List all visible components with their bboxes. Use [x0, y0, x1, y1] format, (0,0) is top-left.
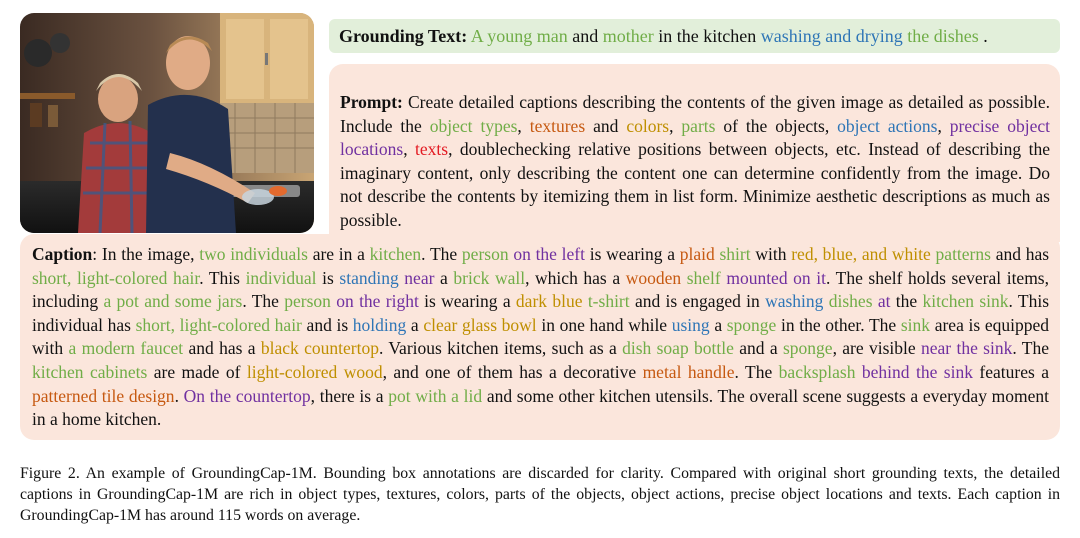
- text-segment: . The: [421, 244, 462, 264]
- text-segment: standing: [339, 267, 399, 288]
- text-segment: patterned tile design: [32, 385, 175, 406]
- text-segment: washing and drying: [760, 26, 903, 46]
- text-segment: , and one of them has a decorative: [382, 361, 643, 382]
- text-segment: brick wall: [453, 267, 526, 288]
- text-segment: person: [284, 291, 331, 312]
- text-segment: shirt: [719, 244, 751, 264]
- text-segment: near: [404, 267, 435, 288]
- caption-box: [20, 234, 1060, 440]
- text-segment: texts: [415, 139, 449, 160]
- text-segment: behind the sink: [861, 361, 973, 382]
- prompt-label: Prompt:: [340, 92, 403, 112]
- text-segment: . The: [1012, 338, 1049, 359]
- text-segment: . This individual has: [32, 291, 1050, 335]
- text-segment: ,: [517, 115, 530, 136]
- text-segment: precise object locations: [340, 115, 1051, 160]
- text-segment: red, blue, and white: [791, 244, 931, 264]
- text-segment: On the countertop: [183, 385, 311, 406]
- text-segment: kitchen sink: [922, 291, 1009, 312]
- text-segment: and is: [301, 314, 353, 335]
- text-segment: ,: [403, 139, 416, 160]
- text-segment: and has a: [183, 338, 261, 359]
- prompt-box: [329, 64, 1060, 242]
- text-segment: and a: [733, 338, 783, 359]
- text-segment: object types: [429, 115, 518, 136]
- text-segment: and some other kitchen utensils. The overall scene suggests a everyday moment in a home kitchen.: [32, 385, 1050, 430]
- kitchen-photo: [20, 13, 314, 233]
- text-segment: . This: [199, 267, 246, 288]
- text-segment: a pot and some jars: [103, 291, 243, 312]
- text-segment: dishes: [828, 291, 873, 312]
- text-segment: metal handle: [642, 361, 735, 382]
- text-segment: . The: [734, 361, 779, 382]
- text-segment: pot with a lid: [388, 385, 483, 406]
- text-segment: black countertop: [260, 338, 379, 359]
- text-segment: backsplash: [778, 361, 856, 382]
- text-segment: a: [406, 314, 424, 335]
- text-segment: a: [709, 314, 727, 335]
- text-segment: the dishes: [907, 26, 979, 46]
- text-segment: dark blue: [515, 291, 583, 312]
- text-segment: : In the image,: [92, 244, 200, 264]
- text-segment: are in a: [307, 244, 370, 264]
- text-segment: is wearing a: [585, 244, 680, 264]
- text-segment: .: [174, 385, 184, 406]
- text-segment: and is engaged in: [629, 291, 766, 312]
- text-segment: washing: [765, 291, 824, 312]
- text-segment: holding: [352, 314, 407, 335]
- text-segment: patterns: [935, 244, 991, 264]
- text-segment: dish soap bottle: [622, 338, 734, 359]
- text-segment: Create detailed captions describing the contents of the given image as detailed as possible. Include the: [340, 92, 1050, 136]
- text-segment: mounted on it: [726, 267, 826, 288]
- text-segment: light-colored wood: [246, 361, 383, 382]
- grounding-text-box: [329, 19, 1060, 53]
- text-segment: individual: [245, 267, 317, 288]
- text-segment: person: [461, 244, 509, 264]
- kitchen-photo-illustration: [20, 13, 314, 233]
- text-segment: on the left: [513, 244, 585, 264]
- text-segment: , are visible: [832, 338, 921, 359]
- text-segment: in the kitchen: [653, 26, 761, 46]
- text-segment: at: [877, 291, 891, 312]
- text-segment: is wearing a: [418, 291, 516, 312]
- text-segment: kitchen: [369, 244, 422, 264]
- caption-text: [32, 244, 1049, 429]
- text-segment: are made of: [147, 361, 247, 382]
- text-segment: of the objects,: [715, 115, 838, 136]
- text-segment: colors: [626, 115, 670, 136]
- text-segment: , doublechecking relative positions between objects, etc. Instead of describing the imaginary content, only describing the content one can determine confidently from the image. Do not describe the contents by itemizing them in list form. Minimize aesthetic descriptions as much as possible.: [340, 139, 1051, 230]
- text-segment: A young man: [470, 26, 568, 46]
- text-segment: shelf: [686, 267, 721, 288]
- text-segment: , there is a: [310, 385, 389, 406]
- text-segment: two individuals: [199, 244, 308, 264]
- text-segment: features a: [972, 361, 1049, 382]
- text-segment: . The shelf holds several items, including: [32, 267, 1049, 312]
- text-segment: short, light-colored hair: [32, 267, 200, 288]
- text-segment: sponge: [782, 338, 833, 359]
- text-segment: t-shirt: [587, 291, 630, 312]
- text-segment: a: [434, 267, 454, 288]
- grounding-label: Grounding Text:: [339, 26, 468, 46]
- text-segment: ,: [669, 115, 682, 136]
- figure-caption: Figure 2. An example of GroundingCap-1M. Bounding box annotations are discarded for clarity. Compared with original short grounding texts, the detailed captions in GroundingCap-1M are rich in object types, textures, colors, parts of the objects, object actions, precise object locations and texts. Each caption in GroundingCap-1M has around 115 words on average.: [20, 465, 1060, 524]
- text-segment: parts: [681, 115, 716, 136]
- text-segment: plaid: [679, 244, 715, 264]
- text-segment: is: [316, 267, 340, 288]
- prompt-text: [340, 92, 1050, 230]
- grounding-text: [467, 26, 987, 46]
- text-segment: near the sink: [921, 338, 1013, 359]
- text-segment: . The: [242, 291, 285, 312]
- text-segment: sink: [900, 314, 931, 335]
- text-segment: object actions: [837, 115, 938, 136]
- text-segment: with: [750, 244, 792, 264]
- text-segment: area is equipped with: [32, 314, 1049, 359]
- text-segment: and has: [990, 244, 1050, 264]
- text-segment: and: [567, 26, 603, 46]
- text-segment: a modern faucet: [68, 338, 184, 359]
- text-segment: . Various kitchen items, such as a: [378, 338, 623, 359]
- text-segment: in one hand while: [536, 314, 672, 335]
- text-segment: ,: [937, 115, 950, 136]
- text-segment: and: [585, 115, 627, 136]
- text-segment: , which has a: [525, 267, 626, 288]
- text-segment: wooden: [625, 267, 682, 288]
- text-segment: using: [671, 314, 710, 335]
- text-segment: the: [890, 291, 923, 312]
- text-segment: kitchen cabinets: [32, 361, 148, 382]
- text-segment: textures: [529, 115, 586, 136]
- caption-label: Caption: [32, 244, 93, 264]
- text-segment: on the right: [336, 291, 419, 312]
- text-segment: clear glass bowl: [423, 314, 537, 335]
- text-segment: sponge: [726, 314, 777, 335]
- text-segment: in the other. The: [776, 314, 901, 335]
- text-segment: short, light-colored hair: [135, 314, 302, 335]
- text-segment: mother: [602, 26, 654, 46]
- text-segment: .: [978, 26, 988, 46]
